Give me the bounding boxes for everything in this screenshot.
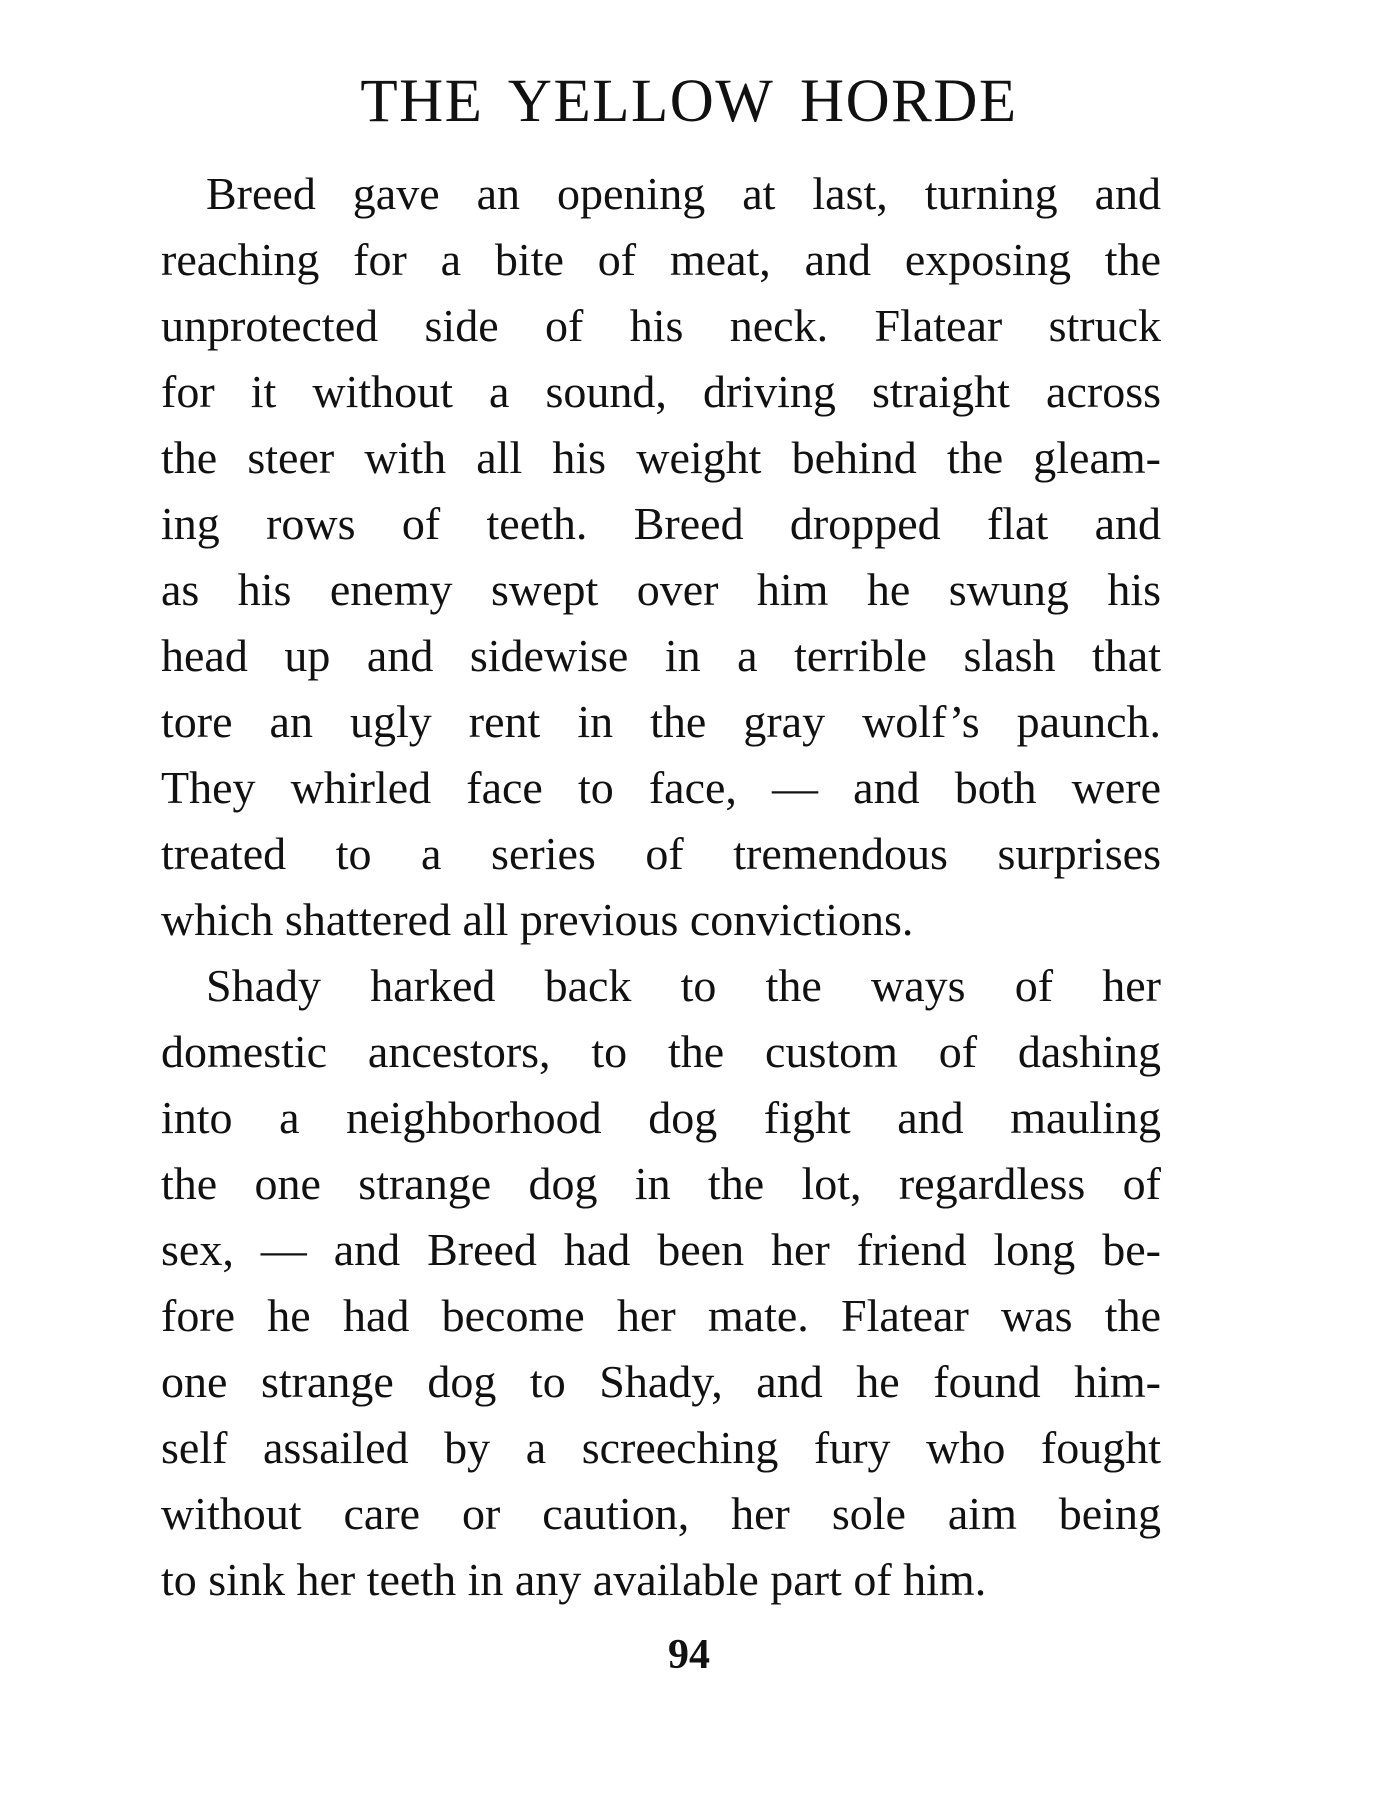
text-line: into a neighborhood dog fight and mauling [161, 1092, 1161, 1143]
text-line: as his enemy swept over him he swung his [161, 564, 1161, 615]
text-line: fore he had become her mate. Flatear was the [161, 1290, 1161, 1341]
text-line: Breed gave an opening at last, turning and [206, 168, 1161, 219]
text-line: the steer with all his weight behind the gleam- [161, 432, 1161, 483]
paragraph-2 [161, 953, 1161, 1613]
text-line: treated to a series of tremendous surprises [161, 828, 1161, 879]
text-line: They whirled face to face, — and both were [161, 762, 1161, 813]
text-line: for it without a sound, driving straight across [161, 366, 1161, 417]
paragraph-1 [161, 161, 1161, 953]
body-text [161, 161, 1161, 1613]
text-line: which shattered all previous convictions. [161, 894, 914, 945]
text-line: the one strange dog in the lot, regardless of [161, 1158, 1161, 1209]
text-line: tore an ugly rent in the gray wolf’s paunch. [161, 696, 1161, 747]
text-line: unprotected side of his neck. Flatear struck [161, 300, 1161, 351]
text-line: domestic ancestors, to the custom of dashing [161, 1026, 1161, 1077]
text-line: to sink her teeth in any available part of him. [161, 1554, 987, 1605]
running-head: THE YELLOW HORDE [360, 68, 1018, 135]
text-line: one strange dog to Shady, and he found him- [161, 1356, 1161, 1407]
page-number: 94 [668, 1632, 710, 1678]
text-line: self assailed by a screeching fury who fought [161, 1422, 1161, 1473]
text-line: ing rows of teeth. Breed dropped flat and [161, 498, 1161, 549]
text-line: without care or caution, her sole aim being [161, 1488, 1161, 1539]
text-line: sex, — and Breed had been her friend long be- [161, 1224, 1161, 1275]
text-line: Shady harked back to the ways of her [206, 960, 1161, 1011]
text-line: head up and sidewise in a terrible slash that [161, 630, 1161, 681]
text-line: reaching for a bite of meat, and exposing the [161, 234, 1161, 285]
